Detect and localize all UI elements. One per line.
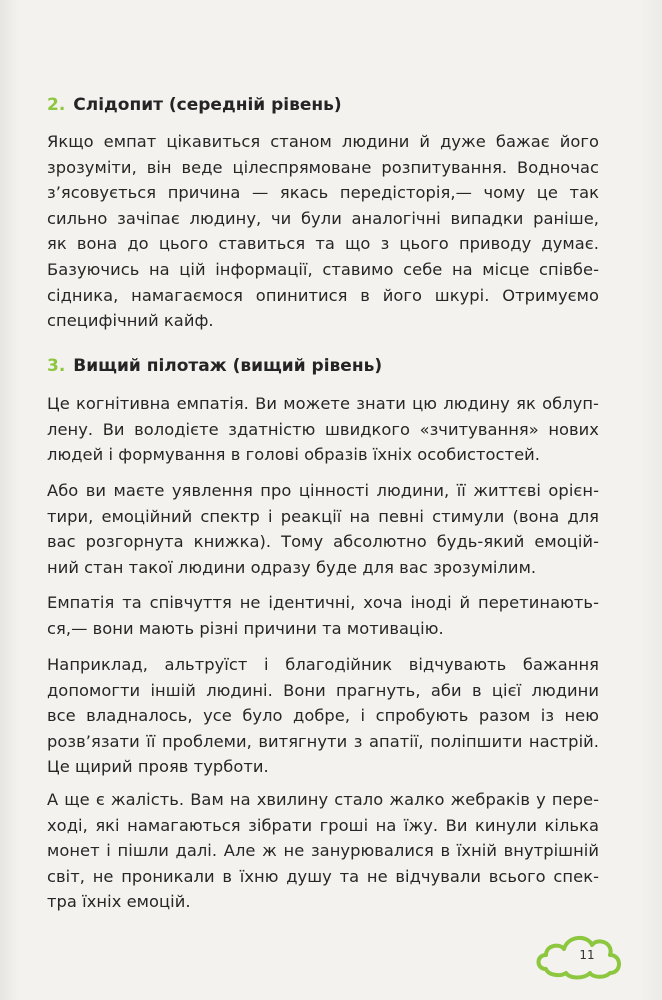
paragraph-2 bbox=[47, 391, 599, 468]
text-line: сильно зачіпає людину, чи були аналогічні випадки раніше, bbox=[47, 208, 599, 228]
text-line: тири, емоційний спектр і реакції на певні стимули (вона для bbox=[47, 506, 599, 526]
text-line: Емпатія та співчуття не ідентичні, хоча іноді й перетинають- bbox=[47, 593, 599, 612]
text-line: Якщо емпат цікавиться станом людини й дуже бажає його bbox=[47, 132, 599, 151]
text-line: Базуючись на цій інформації, ставимо себе на місце співбе- bbox=[47, 259, 599, 279]
text-line: монет і пішли далі. Але ж не занурювалися в їхній внутрішній bbox=[47, 841, 599, 861]
text-line: сідника, намагаємося опинитися в його шкурі. Отримуємо bbox=[47, 285, 599, 305]
section-number: 3. bbox=[47, 356, 66, 376]
paragraph-5 bbox=[47, 652, 599, 780]
section-heading-3 bbox=[47, 355, 382, 377]
paragraph-6 bbox=[47, 787, 599, 915]
text-line: ся,— вони мають різні причини та мотивацію. bbox=[47, 618, 444, 638]
paragraph-4 bbox=[47, 590, 599, 641]
text-line: лену. Ви володієте здатністю швидкого «зчитування» нових bbox=[47, 419, 599, 439]
text-line: як вона до цього ставиться та що з цього приводу думає. bbox=[47, 234, 599, 254]
text-line: Наприклад, альтруїст і благодійник відчувають бажання bbox=[47, 655, 599, 674]
page-number: 11 bbox=[579, 948, 595, 962]
section-heading-2 bbox=[47, 94, 342, 116]
text-line: людей і формування в голові образів їхніх особистостей. bbox=[47, 445, 541, 465]
text-line: Або ви маєте уявлення про цінності людини, її життєві орієн- bbox=[47, 481, 599, 500]
section-number: 2. bbox=[47, 95, 66, 115]
text-line: все владналось, усе було добре, і спробують разом із нею bbox=[47, 706, 599, 726]
text-line: специфічний кайф. bbox=[47, 311, 214, 331]
text-line: вас розгорнута книжка). Тому абсолютно будь-який емоцій- bbox=[47, 532, 599, 552]
text-line: з’ясовується причина — якась передісторія,— чому це так bbox=[47, 183, 599, 203]
text-line: А ще є жалість. Вам на хвилину стало жалко жебраків у пере- bbox=[47, 790, 599, 809]
text-line: розв’язати її проблеми, витягнути з апатії, поліпшити настрій. bbox=[47, 731, 599, 751]
text-line: допомогти іншій людині. Вони прагнуть, аби в цієї людини bbox=[47, 680, 599, 700]
text-line: світ, не проникали в їхню душу та не відчували всього спек- bbox=[47, 866, 599, 886]
text-line: тра їхніх емоцій. bbox=[47, 892, 191, 912]
section-title: Слідопит (середній рівень) bbox=[73, 95, 342, 115]
text-line: Це когнітивна емпатія. Ви можете знати цю людину як облуп- bbox=[47, 394, 599, 413]
paragraph-1 bbox=[47, 129, 599, 334]
paragraph-3 bbox=[47, 478, 599, 580]
text-line: Це щирий прояв турботи. bbox=[47, 757, 269, 777]
text-line: ний стан такої людини одразу буде для вас зрозумілим. bbox=[47, 557, 537, 577]
text-line: зрозуміти, він веде цілеспрямоване розпитування. Водночас bbox=[47, 157, 599, 177]
text-line: ході, які намагаються зібрати гроші на їжу. Ви кинули кілька bbox=[47, 815, 599, 835]
section-title: Вищий пілотаж (вищий рівень) bbox=[73, 356, 383, 376]
